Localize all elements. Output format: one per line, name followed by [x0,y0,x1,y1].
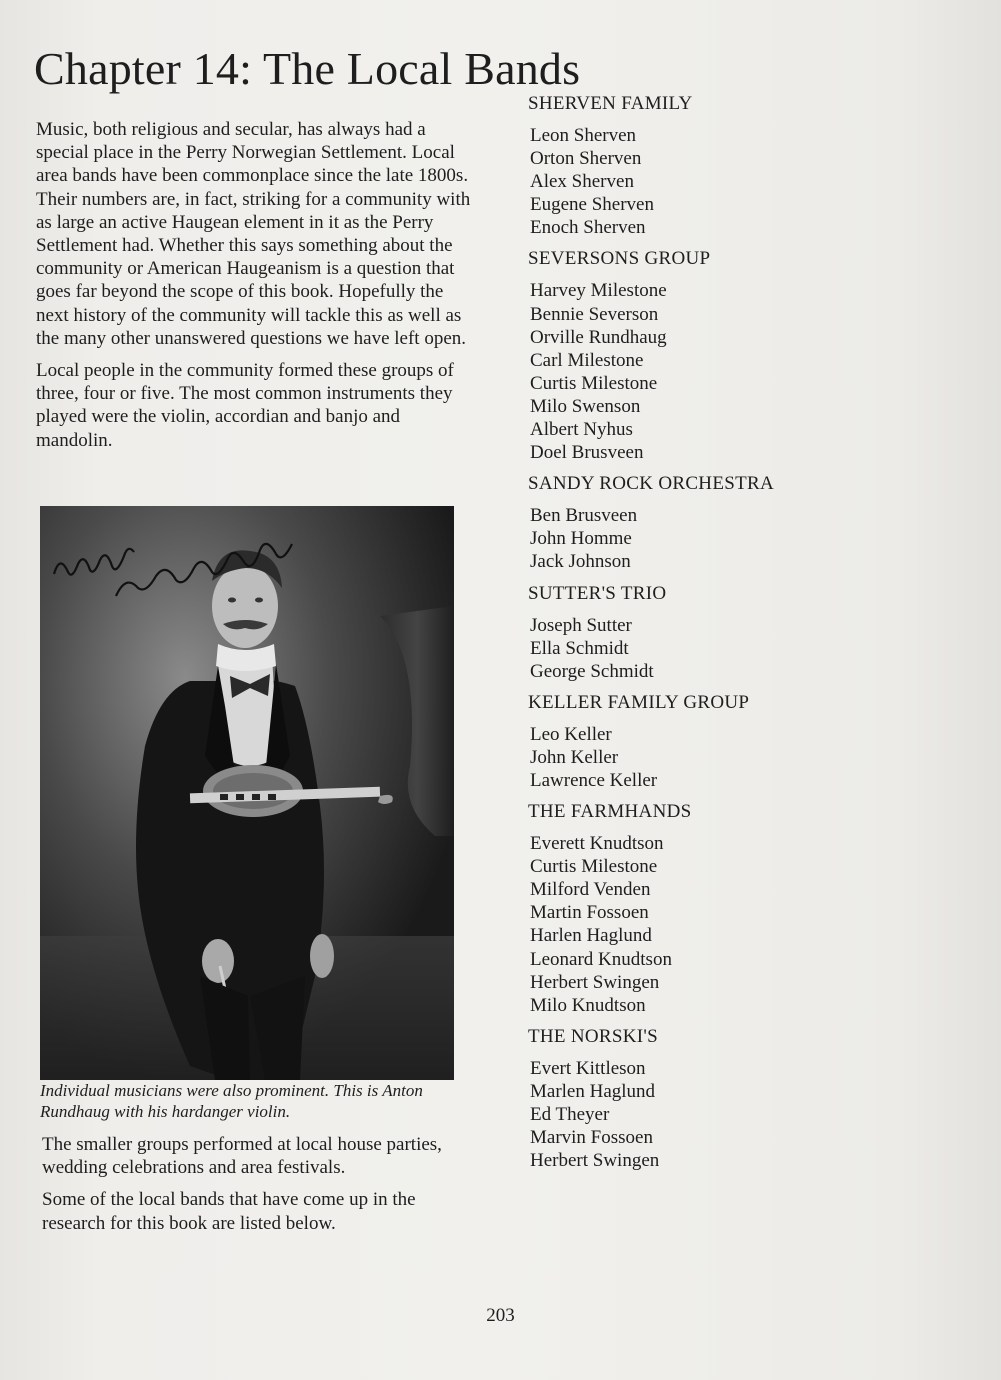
band-member: Harlen Haglund [530,925,652,947]
band-member: Ben Brusveen [530,505,638,527]
band-member: Orton Sherven [530,148,642,170]
band-the-farmhands [528,800,968,1017]
band-name: THE FARMHANDS [528,801,692,823]
band-member: Herbert Swingen [530,1150,660,1172]
band-member: Bennie Severson [530,303,659,325]
band-severson-group [528,247,968,464]
band-keller-family-group [528,691,968,792]
chapter-title: Chapter 14: The Local Bands [34,43,581,94]
band-member: Leon Sherven [530,125,637,146]
page-number: 203 [486,1305,515,1326]
band-member: Carl Milestone [530,349,644,371]
band-member: George Schmidt [530,660,654,682]
band-member: Jack Johnson [530,551,631,573]
band-name: SANDY ROCK ORCHESTRA [528,473,774,495]
band-member: Marvin Fossoen [530,1127,653,1149]
band-member: Harvey Milestone [530,280,667,302]
band-member: Orville Rundhaug [530,326,667,348]
band-member: Eugene Sherven [530,194,654,216]
intro-text [36,118,476,461]
band-the-norskis [528,1025,968,1172]
closing-text [42,1133,482,1244]
closing-paragraph-1: The smaller groups performed at local house parties, wedding celebrations and area festivals. [42,1134,442,1179]
band-name: SUTTER'S TRIO [528,582,667,604]
band-member: Joseph Sutter [530,614,632,636]
band-name: KELLER FAMILY GROUP [528,691,750,713]
band-member: Curtis Milestone [530,372,658,394]
band-member: Milo Swenson [530,395,641,417]
band-name: SEVERSONS GROUP [528,248,711,270]
band-member: Milford Venden [530,879,651,901]
band-sutters-trio [528,582,968,683]
band-member: Ed Theyer [530,1104,610,1125]
band-member: Lawrence Keller [530,769,658,791]
band-member: Doel Brusveen [530,442,644,464]
band-member: Herbert Swingen [530,971,660,993]
band-member: Martin Fossoen [530,902,649,924]
intro-paragraph-2: Local people in the community formed these groups of three, four or five. The most common instruments they played were the violin, accordian and banjo and mandolin. [36,360,454,451]
band-member: John Homme [530,528,632,550]
band-member: Curtis Milestone [530,856,658,878]
band-list [528,92,968,1180]
band-name: THE NORSKI'S [528,1025,659,1047]
band-member: Evert Kittleson [530,1057,646,1079]
band-sandy-rock-orchestra [528,472,968,573]
band-member: John Keller [530,746,619,768]
band-sherven-family [528,92,968,239]
intro-paragraph-1: Music, both religious and secular, has always had a special place in the Perry Norwegian Settlement. Local area bands have been commonplace since the late 1800s. Their numbers are, in fact, striking for a community with as large an active Haugean element in it as the Perry Settlement had. Whether this says something about the community or American Haugeanism is a question that goes far beyond the scope of this book. Hopefully the next history of the community will tackle this as well as the many other unanswered questions we have left open. [36,119,471,349]
band-member: Leonard Knudtson [530,948,672,970]
band-member: Enoch Sherven [530,217,646,239]
closing-paragraph-2: Some of the local bands that have come up in the research for this book are listed below. [42,1189,416,1234]
band-member: Leo Keller [530,723,612,745]
band-member: Ella Schmidt [530,637,629,659]
musician-photo [40,506,454,1080]
band-member: Marlen Haglund [530,1080,656,1102]
signature-anton-rundhaug [46,514,306,604]
band-member: Milo Knudtson [530,994,646,1016]
band-member: Everett Knudtson [530,833,664,855]
band-name: SHERVEN FAMILY [528,93,693,114]
band-member: Albert Nyhus [530,419,633,441]
band-member: Alex Sherven [530,171,634,193]
photo-caption: Individual musicians were also prominent. This is Anton Rundhaug with his hardanger violin. [40,1081,423,1121]
